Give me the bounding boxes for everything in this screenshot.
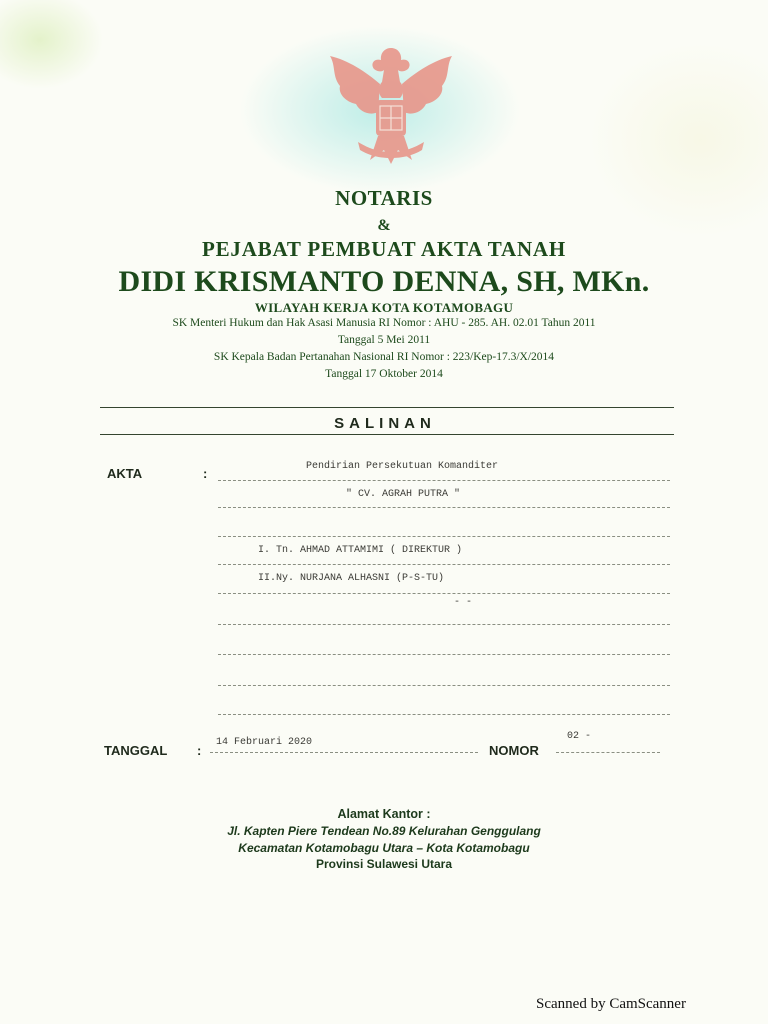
divider-top <box>100 407 674 408</box>
nomor-value: 02 - <box>567 731 592 742</box>
address-line-3: Provinsi Sulawesi Utara <box>315 857 453 871</box>
dotted-line <box>218 654 670 655</box>
notary-name: DIDI KRISMANTO DENNA, SH, MKn. <box>118 265 650 298</box>
akta-line-2: " CV. AGRAH PUTRA " <box>346 489 461 500</box>
dotted-line <box>218 507 670 508</box>
scanner-watermark: Scanned by CamScanner <box>536 996 686 1012</box>
title-ampersand: & <box>377 217 391 234</box>
address-line-1: Jl. Kapten Piere Tendean No.89 Kelurahan Genggulang <box>227 824 541 838</box>
nomor-label: NOMOR <box>489 743 539 758</box>
title-notaris: NOTARIS <box>335 186 433 210</box>
tanggal-value: 14 Februari 2020 <box>216 737 313 748</box>
dotted-line <box>218 593 670 594</box>
dotted-line <box>218 564 670 565</box>
work-region: WILAYAH KERJA KOTA KOTAMOBAGU <box>254 300 514 315</box>
address-line-2: Kecamatan Kotamobagu Utara – Kota Kotamobagu <box>238 841 530 855</box>
party-1: I. Tn. AHMAD ATTAMIMI ( DIREKTUR ) <box>258 545 463 556</box>
divider-bottom <box>100 434 674 435</box>
dotted-line <box>218 685 670 686</box>
address-title: Alamat Kantor : <box>337 807 431 821</box>
tanggal-colon: : <box>197 743 202 758</box>
garuda-emblem-icon <box>318 42 464 172</box>
sk-bpn: SK Kepala Badan Pertanahan Nasional RI Nomor : 223/Kep-17.3/X/2014 <box>213 351 555 363</box>
akta-line-1: Pendirian Persekutuan Komanditer <box>306 461 499 472</box>
title-ppat: PEJABAT PEMBUAT AKTA TANAH <box>201 237 567 261</box>
ditto-marks: - - <box>454 597 473 608</box>
dotted-line <box>556 752 660 753</box>
dotted-line <box>218 536 670 537</box>
document-heading: SALINAN <box>334 415 436 432</box>
sk-ministry-date: Tanggal 5 Mei 2011 <box>337 334 431 346</box>
sk-ministry: SK Menteri Hukum dan Hak Asasi Manusia RI Nomor : AHU - 285. AH. 02.01 Tahun 2011 <box>172 317 596 329</box>
akta-colon: : <box>203 466 208 481</box>
dotted-line <box>218 480 670 481</box>
dotted-line <box>218 624 670 625</box>
sk-bpn-date: Tanggal 17 Oktober 2014 <box>325 368 443 380</box>
dotted-line <box>218 714 670 715</box>
akta-label: AKTA <box>107 466 143 481</box>
tanggal-label: TANGGAL <box>104 743 168 758</box>
party-2: II.Ny. NURJANA ALHASNI (P-S-TU) <box>258 573 445 584</box>
dotted-line <box>210 752 478 753</box>
